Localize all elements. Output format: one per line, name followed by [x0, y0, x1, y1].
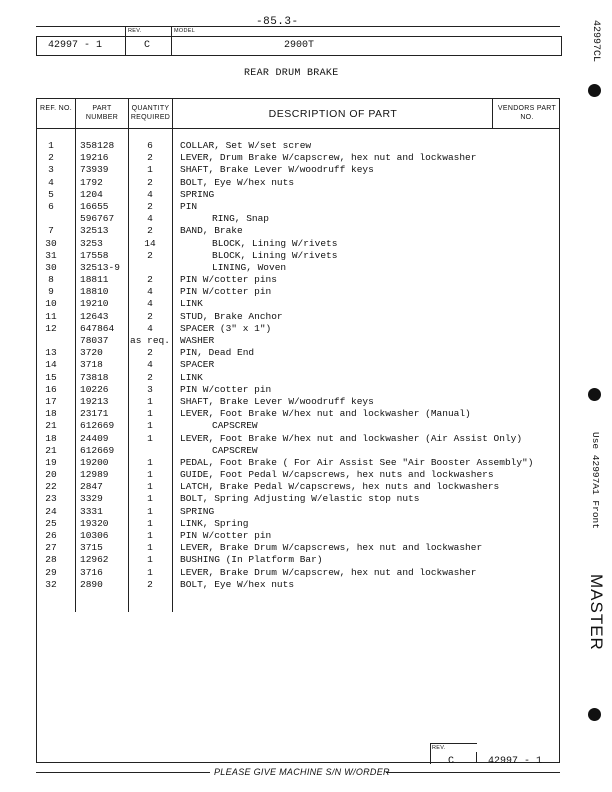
binder-hole	[588, 84, 601, 97]
ref-no-cell: 18	[45, 432, 57, 444]
ref-no-cell: 3	[48, 164, 54, 176]
quantity-cell: 4	[147, 286, 153, 298]
table-row	[36, 493, 560, 505]
table-row	[36, 518, 560, 530]
quantity-cell: 6	[147, 140, 153, 151]
quantity-cell: 1	[147, 408, 153, 420]
part-number-cell: 23171	[80, 408, 109, 420]
footer-revision-value: C	[448, 756, 455, 767]
part-number-cell: 10226	[80, 383, 109, 395]
table-row	[36, 177, 560, 189]
ref-no-cell: 4	[48, 176, 54, 188]
part-number-cell: 596767	[80, 213, 115, 225]
description-cell: LEVER, Brake Drum W/capscrews, hex nut and lockwasher	[180, 542, 483, 554]
description-cell: PIN W/cotter pin	[180, 383, 272, 395]
ref-no-cell: 14	[45, 359, 57, 371]
binder-hole	[588, 388, 601, 401]
part-number-cell: 3253	[80, 237, 103, 249]
part-number-cell: 18811	[80, 274, 109, 286]
ref-no-cell: 16	[45, 383, 57, 395]
description-cell: COLLAR, Set W/set screw	[180, 140, 312, 151]
ref-no-cell: 6	[48, 200, 54, 212]
ref-no-cell: 30	[45, 261, 57, 273]
part-number-cell: 3718	[80, 359, 103, 371]
table-row	[36, 384, 560, 396]
ref-no-cell: 17	[45, 395, 57, 407]
quantity-cell: as req.	[130, 335, 170, 346]
ref-no-cell: 27	[45, 542, 57, 554]
master-stamp: MASTER	[587, 574, 606, 651]
quantity-cell: 1	[147, 420, 153, 432]
section-title: REAR DRUM BRAKE	[244, 68, 339, 79]
quantity-cell: 4	[147, 188, 153, 200]
description-cell: PIN	[180, 200, 198, 212]
header-divider	[125, 26, 126, 55]
ref-no-cell: 26	[45, 530, 57, 541]
binder-hole	[588, 708, 601, 721]
description-cell: PIN W/cotter pin	[180, 530, 272, 541]
quantity-cell: 1	[147, 530, 153, 541]
ref-no-cell: 19	[45, 456, 57, 468]
ref-no-cell: 23	[45, 493, 57, 505]
ref-no-cell: 12	[45, 322, 57, 334]
quantity-cell: 1	[147, 517, 153, 529]
table-row	[36, 579, 560, 591]
quantity-cell: 1	[147, 395, 153, 407]
part-number-cell: 3329	[80, 493, 103, 505]
ref-no-cell: 10	[45, 298, 57, 310]
quantity-cell: 1	[147, 432, 153, 444]
column-header-quantity: QUANTITY REQUIRED	[130, 105, 171, 121]
part-number-cell: 16655	[80, 200, 109, 212]
table-row	[36, 201, 560, 213]
description-cell: BOLT, Spring Adjusting W/elastic stop nuts	[180, 493, 420, 505]
part-number-cell: 358128	[80, 140, 115, 151]
quantity-cell: 1	[147, 469, 153, 481]
document-number: 42997 - 1	[48, 40, 103, 51]
footer-rule	[36, 772, 210, 773]
ref-no-cell: 2	[48, 152, 54, 164]
ref-no-cell: 30	[45, 237, 57, 249]
footer-document-number: 42997 - 1	[488, 756, 543, 767]
table-row	[36, 323, 560, 335]
description-cell: SPACER	[180, 359, 215, 371]
description-cell: LINING, Woven	[212, 261, 287, 273]
ref-no-cell: 9	[48, 286, 54, 298]
ref-no-cell: 5	[48, 188, 54, 200]
quantity-cell: 3	[147, 383, 153, 395]
table-row	[36, 238, 560, 250]
column-divider	[492, 98, 493, 129]
description-cell: CAPSCREW	[212, 444, 258, 456]
part-number-cell: 10306	[80, 530, 109, 541]
table-row	[36, 286, 560, 298]
ref-no-cell: 22	[45, 481, 57, 493]
description-cell: LATCH, Brake Pedal W/capscrews, hex nuts and lockwashers	[180, 481, 500, 493]
table-row	[36, 481, 560, 493]
description-cell: LINK	[180, 371, 203, 383]
ref-no-cell: 25	[45, 517, 57, 529]
quantity-cell: 4	[147, 298, 153, 310]
rev-label: REV.	[128, 28, 142, 34]
ref-no-cell: 1	[48, 140, 54, 151]
table-row	[36, 189, 560, 201]
description-cell: SPACER (3" x 1")	[180, 322, 272, 334]
model-label: MODEL	[174, 28, 196, 34]
table-row	[36, 347, 560, 359]
column-header-ref: REF. NO.	[40, 105, 72, 112]
part-number-cell: 17558	[80, 249, 109, 261]
description-cell: LEVER, Foot Brake W/hex nut and lockwasher (Manual)	[180, 408, 471, 420]
ref-no-cell: 24	[45, 505, 57, 517]
table-row	[36, 213, 560, 225]
ref-no-cell: 13	[45, 347, 57, 359]
quantity-cell: 1	[147, 493, 153, 505]
part-number-cell: 612669	[80, 444, 115, 456]
table-row	[36, 225, 560, 237]
description-cell: SPRING	[180, 188, 215, 200]
table-row	[36, 140, 560, 152]
page-number: -85.3-	[256, 16, 299, 28]
ref-no-cell: 31	[45, 249, 57, 261]
part-number-cell: 12962	[80, 554, 109, 566]
description-cell: GUIDE, Foot Pedal W/capscrews, hex nuts and lockwashers	[180, 469, 494, 481]
table-row	[36, 445, 560, 457]
description-cell: PIN, Dead End	[180, 347, 255, 359]
table-row	[36, 506, 560, 518]
part-number-cell: 19200	[80, 456, 109, 468]
ref-no-cell: 20	[45, 469, 57, 481]
quantity-cell: 1	[147, 456, 153, 468]
description-cell: BLOCK, Lining W/rivets	[212, 249, 338, 261]
quantity-cell: 4	[147, 213, 153, 225]
ref-no-cell: 7	[48, 225, 54, 237]
part-number-cell: 612669	[80, 420, 115, 432]
part-number-cell: 3331	[80, 505, 103, 517]
quantity-cell: 1	[147, 542, 153, 554]
quantity-cell: 1	[147, 505, 153, 517]
description-cell: STUD, Brake Anchor	[180, 310, 283, 322]
description-cell: SHAFT, Brake Lever W/woodruff keys	[180, 395, 374, 407]
order-note: PLEASE GIVE MACHINE S/N W/ORDER	[214, 767, 390, 777]
ref-no-cell: 11	[45, 310, 57, 322]
quantity-cell: 14	[144, 237, 156, 249]
part-number-cell: 1204	[80, 188, 103, 200]
margin-code: 42997CL	[590, 20, 601, 63]
table-row	[36, 433, 560, 445]
part-number-cell: 19320	[80, 517, 109, 529]
table-row	[36, 542, 560, 554]
table-body	[36, 140, 560, 591]
quantity-cell: 2	[147, 176, 153, 188]
footer-rev-label: REV.	[432, 745, 446, 751]
part-number-cell: 24409	[80, 432, 109, 444]
description-cell: BOLT, Eye W/hex nuts	[180, 176, 295, 188]
description-cell: PEDAL, Foot Brake ( For Air Assist See "Air Booster Assembly")	[180, 456, 534, 468]
column-header-description: DESCRIPTION OF PART	[268, 108, 398, 120]
description-cell: BLOCK, Lining W/rivets	[212, 237, 338, 249]
part-number-cell: 19210	[80, 298, 109, 310]
table-row	[36, 420, 560, 432]
part-number-cell: 73818	[80, 371, 109, 383]
quantity-cell: 4	[147, 322, 153, 334]
table-row	[36, 262, 560, 274]
table-row	[36, 396, 560, 408]
model-value: 2900T	[284, 40, 315, 51]
ref-no-cell: 28	[45, 554, 57, 566]
table-row	[36, 469, 560, 481]
quantity-cell: 2	[147, 371, 153, 383]
description-cell: SHAFT, Brake Lever W/woodruff keys	[180, 164, 374, 176]
table-row	[36, 408, 560, 420]
quantity-cell: 2	[147, 152, 153, 164]
ref-no-cell: 32	[45, 578, 57, 590]
table-header-rule	[36, 128, 560, 129]
ref-no-cell: 8	[48, 274, 54, 286]
table-row	[36, 567, 560, 579]
description-cell: WASHER	[180, 335, 215, 346]
quantity-cell: 2	[147, 310, 153, 322]
header-divider	[171, 26, 172, 55]
part-number-cell: 647864	[80, 322, 115, 334]
quantity-cell: 2	[147, 225, 153, 237]
table-row	[36, 457, 560, 469]
description-cell: LINK	[180, 298, 203, 310]
description-cell: LEVER, Foot Brake W/hex nut and lockwasher (Air Assist Only)	[180, 432, 523, 444]
ref-no-cell: 15	[45, 371, 57, 383]
footer-divider	[476, 752, 477, 763]
margin-use-note: Use 42997A1 Front	[590, 432, 601, 529]
part-number-cell: 19213	[80, 395, 109, 407]
part-number-cell: 73939	[80, 164, 109, 176]
footer-rule	[386, 772, 560, 773]
revision-value: C	[144, 40, 151, 51]
table-row	[36, 554, 560, 566]
quantity-cell: 1	[147, 481, 153, 493]
table-row	[36, 152, 560, 164]
quantity-cell: 1	[147, 164, 153, 176]
ref-no-cell: 29	[45, 566, 57, 578]
table-row	[36, 311, 560, 323]
table-row	[36, 372, 560, 384]
part-number-cell: 3716	[80, 566, 103, 578]
part-number-cell: 1792	[80, 176, 103, 188]
quantity-cell: 2	[147, 249, 153, 261]
description-cell: RING, Snap	[212, 213, 270, 225]
part-number-cell: 32513-9	[80, 261, 120, 273]
description-cell: LEVER, Drum Brake W/capscrew, hex nut and lockwasher	[180, 152, 477, 164]
quantity-cell: 2	[147, 578, 153, 590]
part-number-cell: 12643	[80, 310, 109, 322]
part-number-cell: 18810	[80, 286, 109, 298]
table-row	[36, 274, 560, 286]
ref-no-cell: 18	[45, 408, 57, 420]
quantity-cell: 2	[147, 200, 153, 212]
part-number-cell: 2847	[80, 481, 103, 493]
quantity-cell: 2	[147, 347, 153, 359]
column-header-part-number: PART NUMBER	[85, 105, 119, 121]
description-cell: LEVER, Brake Drum W/capscrew, hex nut and lockwasher	[180, 566, 477, 578]
part-number-cell: 2890	[80, 578, 103, 590]
description-cell: BAND, Brake	[180, 225, 243, 237]
description-cell: CAPSCREW	[212, 420, 258, 432]
quantity-cell: 1	[147, 566, 153, 578]
table-row	[36, 359, 560, 371]
table-row	[36, 298, 560, 310]
ref-no-cell: 21	[45, 444, 57, 456]
quantity-cell: 2	[147, 274, 153, 286]
description-cell: SPRING	[180, 505, 215, 517]
part-number-cell: 32513	[80, 225, 109, 237]
part-number-cell: 12989	[80, 469, 109, 481]
description-cell: BUSHING (In Platform Bar)	[180, 554, 323, 566]
description-cell: LINK, Spring	[180, 517, 249, 529]
header-top-rule	[36, 26, 560, 27]
description-cell: BOLT, Eye W/hex nuts	[180, 578, 295, 590]
quantity-cell: 1	[147, 554, 153, 566]
table-row	[36, 250, 560, 262]
description-cell: PIN W/cotter pin	[180, 286, 272, 298]
quantity-cell: 4	[147, 359, 153, 371]
part-number-cell: 3720	[80, 347, 103, 359]
part-number-cell: 78037	[80, 335, 109, 346]
table-row	[36, 335, 560, 347]
part-number-cell: 3715	[80, 542, 103, 554]
ref-no-cell: 21	[45, 420, 57, 432]
table-row	[36, 164, 560, 176]
description-cell: PIN W/cotter pins	[180, 274, 277, 286]
table-row	[36, 530, 560, 542]
part-number-cell: 19216	[80, 152, 109, 164]
column-header-vendor-part: VENDORS PART NO.	[497, 105, 557, 121]
